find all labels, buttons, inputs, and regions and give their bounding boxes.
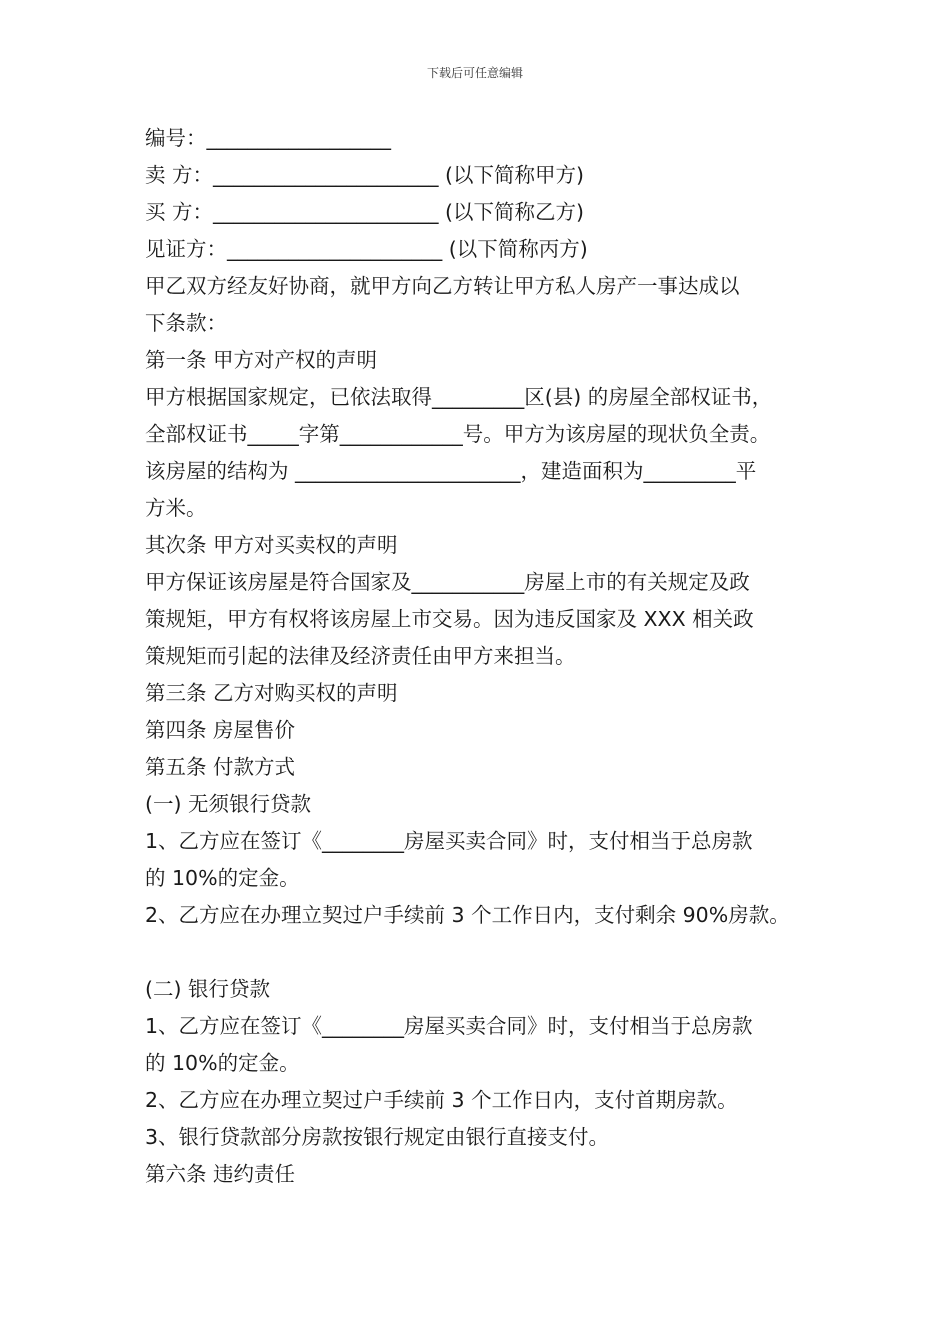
list-item: 的 10%的定金。 xyxy=(145,866,300,890)
paragraph-line: 甲乙双方经友好协商，就甲方向乙方转让甲方私人房产一事达成以 xyxy=(145,274,740,298)
paragraph-line: 方米。 xyxy=(145,496,207,520)
article-heading: 第六条 违约责任 xyxy=(145,1162,296,1186)
list-item: 2、乙方应在办理立契过户手续前 3 个工作日内，支付首期房款。 xyxy=(145,1088,738,1112)
paragraph-line: 下条款： xyxy=(145,311,227,335)
paragraph-line: 策规矩，甲方有权将该房屋上市交易。因为违反国家及 XXX 相关政 xyxy=(145,607,754,631)
buyer-line: 买 方：______________________ (以下简称乙方) xyxy=(145,200,585,224)
list-item: 的 10%的定金。 xyxy=(145,1051,300,1075)
article-heading: 第三条 乙方对购买权的声明 xyxy=(145,681,398,705)
article-heading: 其次条 甲方对买卖权的声明 xyxy=(145,533,398,557)
blank-line xyxy=(145,934,825,971)
paragraph-line: 策规矩而引起的法律及经济责任由甲方来担当。 xyxy=(145,644,576,668)
paragraph-line: 甲方根据国家规定，已依法取得_________区(县) 的房屋全部权证书， xyxy=(145,385,773,409)
sub-heading: (一) 无须银行贷款 xyxy=(145,792,312,816)
list-item: 1、乙方应在签订《________房屋买卖合同》时，支付相当于总房款 xyxy=(145,1014,753,1038)
article-heading: 第一条 甲方对产权的声明 xyxy=(145,348,378,372)
article-heading: 第四条 房屋售价 xyxy=(145,718,296,742)
article-heading: 第五条 付款方式 xyxy=(145,755,296,779)
paragraph-line: 该房屋的结构为 ______________________，建造面积为_________平 xyxy=(145,459,757,483)
seller-line: 卖 方：______________________ (以下简称甲方) xyxy=(145,163,585,187)
paragraph-line: 甲方保证该房屋是符合国家及___________房屋上市的有关规定及政 xyxy=(145,570,750,594)
page-header: 下载后可任意编辑 xyxy=(426,66,523,80)
list-item: 1、乙方应在签订《________房屋买卖合同》时，支付相当于总房款 xyxy=(145,829,753,853)
contract-body xyxy=(145,120,825,1193)
sub-heading: (二) 银行贷款 xyxy=(145,977,271,1001)
contract-number-line: 编号：__________________ xyxy=(145,126,391,150)
witness-line: 见证方：_____________________ (以下简称丙方) xyxy=(145,237,588,261)
paragraph-line: 全部权证书_____字第____________号。甲方为该房屋的现状负全责。 xyxy=(145,422,771,446)
list-item: 2、乙方应在办理立契过户手续前 3 个工作日内，支付剩余 90%房款。 xyxy=(145,903,790,927)
list-item: 3、银行贷款部分房款按银行规定由银行直接支付。 xyxy=(145,1125,610,1149)
